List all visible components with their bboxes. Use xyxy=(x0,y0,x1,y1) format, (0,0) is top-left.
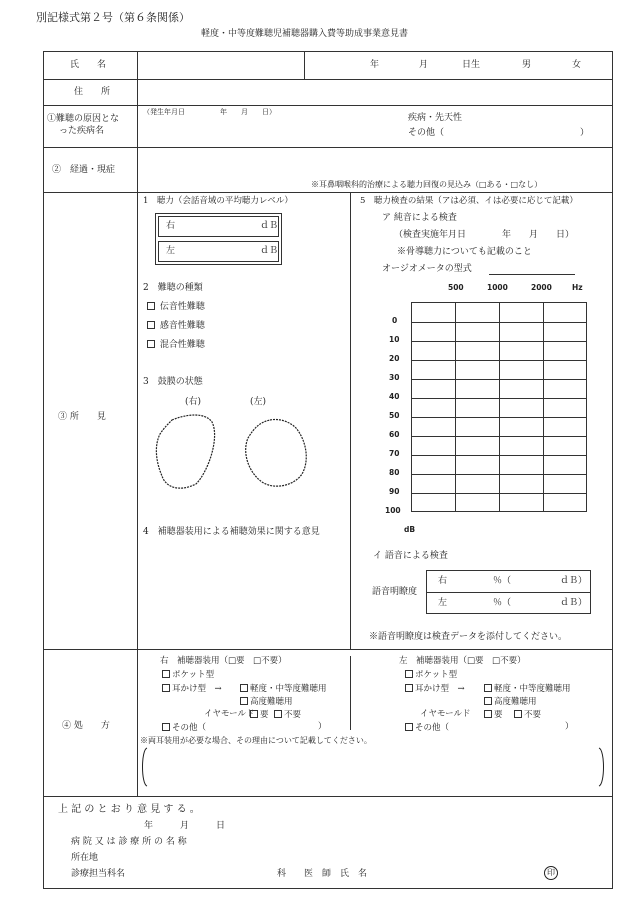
right-pocket-option[interactable]: ポケット型 xyxy=(162,670,214,680)
treatment-divider xyxy=(350,656,351,730)
checkbox-icon[interactable] xyxy=(162,723,170,731)
checkbox-icon[interactable] xyxy=(405,684,413,692)
level-label: 90 xyxy=(389,487,400,496)
left-other-option[interactable]: その他（ xyxy=(405,723,449,733)
level-label: 30 xyxy=(389,373,400,382)
right-hearing-aid-title: 右 補聴器装用（□要 □不要） xyxy=(160,656,287,666)
form-number: 別記様式第２号（第６条関係） xyxy=(36,11,190,24)
level-label: 70 xyxy=(389,449,400,458)
freq-label: 500 xyxy=(448,283,464,292)
audiometer-label: オージオメータの型式 xyxy=(382,264,472,274)
hearing-right-label: 右 xyxy=(166,221,176,231)
right-earmold-no-need-option[interactable]: 不要 xyxy=(274,710,301,720)
location-label: 所在地 xyxy=(71,853,99,863)
checkbox-icon[interactable] xyxy=(162,684,170,692)
speech-clarity-label: 語音明瞭度 xyxy=(372,587,418,597)
hearing-left-unit: ｄＢ xyxy=(260,246,279,256)
grid-line xyxy=(412,455,586,456)
statement-text: 上 記 の と お り 意 見 す る 。 xyxy=(58,804,200,815)
both-ears-note: ※両耳装用が必要な場合、その理由について記載してください。 xyxy=(140,736,372,745)
checkbox-icon[interactable] xyxy=(240,697,248,705)
grid-line xyxy=(412,360,586,361)
checkbox-icon[interactable] xyxy=(484,684,492,692)
bracket-left-icon xyxy=(143,748,148,786)
bone-conduction-note: ※骨導聴力についても記載のこと xyxy=(397,247,532,257)
right-eardrum-outline xyxy=(156,415,214,488)
eardrum-right-label: (右) xyxy=(185,397,202,407)
speech-right-db[interactable]: ｄＢ） xyxy=(560,576,588,586)
left-pocket-option[interactable]: ポケット型 xyxy=(405,670,457,680)
cause-label-cont: った疾病名 xyxy=(59,126,105,136)
audiogram-grid[interactable] xyxy=(411,302,587,512)
disease-other-close: ） xyxy=(580,128,590,138)
left-severe-option[interactable]: 高度難聴用 xyxy=(484,697,537,707)
right-other-option[interactable]: その他（ xyxy=(162,723,206,733)
type-conductive-option[interactable]: 伝音性難聴 xyxy=(147,302,205,312)
name-divider xyxy=(304,51,305,79)
speech-left-percent[interactable]: ％（ xyxy=(493,598,512,608)
type-mixed-option[interactable]: 混合性難聴 xyxy=(147,340,205,350)
hearing-aid-effect-title: 4 補聴器装用による補聴効果に関する意見 xyxy=(143,527,320,537)
hospital-name-label: 病 院 又 は 診 療 所 の 名 称 xyxy=(71,837,187,847)
speech-test-title: イ 語音による検査 xyxy=(373,551,448,561)
hearing-level-title: 1 聴力（会話音域の平均聴力レベル） xyxy=(143,196,293,206)
right-earmold-need-option[interactable]: 要 xyxy=(250,710,269,720)
checkbox-icon[interactable] xyxy=(147,340,155,348)
sex-male-option[interactable]: 男 xyxy=(522,60,532,70)
pure-tone-title: ア 純音による検査 xyxy=(382,213,457,223)
both-ears-reason-field[interactable] xyxy=(139,746,607,788)
eardrum-title: 3 鼓膜の状態 xyxy=(143,377,203,387)
eardrum-diagram xyxy=(150,410,320,495)
hearing-left-label: 左 xyxy=(166,246,176,256)
speech-left-db[interactable]: ｄＢ） xyxy=(560,598,588,608)
row-divider xyxy=(43,796,613,797)
row-divider xyxy=(43,105,613,106)
recovery-prospect-note: ※耳鼻咽喉科的治療による聴力回復の見込み（□ある・□なし） xyxy=(311,180,543,189)
row-divider xyxy=(43,192,613,193)
form-title: 軽度・中等度難聴児補聴器購入費等助成事業意見書 xyxy=(201,29,409,39)
seal-icon: 印 xyxy=(544,866,558,880)
grid-line xyxy=(455,303,456,511)
birth-year-label: 年 xyxy=(370,60,380,70)
history-label: ② 経過・現症 xyxy=(52,165,116,175)
audiometer-field-line[interactable] xyxy=(489,274,575,275)
eardrum-left-label: (左) xyxy=(250,397,267,407)
checkbox-icon[interactable] xyxy=(405,723,413,731)
name-label: 氏 名 xyxy=(70,60,107,70)
speech-left-label: 左 xyxy=(438,598,448,608)
onset-date-field[interactable]: （発生年月日 年 月 日） xyxy=(143,108,276,116)
findings-divider xyxy=(350,192,351,649)
right-other-close: ） xyxy=(318,722,327,732)
speech-right-label: 右 xyxy=(438,576,448,586)
doctor-name-label: 科 医 師 氏 名 xyxy=(277,869,368,879)
bracket-right-icon xyxy=(599,748,604,786)
address-label: 住 所 xyxy=(74,87,111,97)
level-label: 100 xyxy=(385,506,401,515)
level-label: 50 xyxy=(389,411,400,420)
right-ear-hook-option[interactable]: 耳かけ型 → xyxy=(162,684,222,694)
grid-line xyxy=(412,341,586,342)
level-label: 80 xyxy=(389,468,400,477)
exam-date-field[interactable]: （検査実施年月日 年 月 日） xyxy=(394,230,575,240)
freq-unit-label: Hz xyxy=(572,283,583,292)
right-mild-option[interactable]: 軽度・中等度難聴用 xyxy=(240,684,327,694)
grid-line xyxy=(412,493,586,494)
row-divider xyxy=(43,649,613,650)
level-label: 60 xyxy=(389,430,400,439)
right-earmold-label: イヤモールド xyxy=(204,709,255,719)
level-label: 10 xyxy=(389,335,400,344)
level-label: 0 xyxy=(392,316,398,325)
grid-line xyxy=(499,303,500,511)
freq-label: 2000 xyxy=(531,283,552,292)
grid-line xyxy=(412,322,586,323)
speech-clarity-divider xyxy=(426,592,591,593)
speech-right-percent[interactable]: ％（ xyxy=(493,576,512,586)
left-earmold-label: イヤモールド xyxy=(420,709,471,719)
left-other-close: ） xyxy=(565,722,574,732)
disease-other-field[interactable]: その他（ xyxy=(408,128,445,138)
grid-line xyxy=(412,474,586,475)
birth-month-label: 月 xyxy=(419,60,429,70)
hearing-type-title: 2 難聴の種類 xyxy=(143,283,203,293)
right-severe-option[interactable]: 高度難聴用 xyxy=(240,697,293,707)
checkbox-icon[interactable] xyxy=(250,710,258,718)
left-earmold-need-option[interactable]: 要 xyxy=(484,710,503,720)
checkbox-icon[interactable] xyxy=(484,697,492,705)
statement-date-field[interactable]: 年 月 日 xyxy=(144,821,226,831)
checkbox-icon[interactable] xyxy=(405,670,413,678)
type-sensorineural-option[interactable]: 感音性難聴 xyxy=(147,321,205,331)
checkbox-icon[interactable] xyxy=(147,302,155,310)
test-results-title: 5 聴力検査の結果（アは必須、イは必要に応じて記載） xyxy=(360,196,578,206)
row-divider xyxy=(43,147,613,148)
grid-line xyxy=(412,398,586,399)
department-label: 診療担当科名 xyxy=(71,869,126,879)
treatment-label: ④ 処 方 xyxy=(62,721,110,731)
level-label: 40 xyxy=(389,392,400,401)
disease-congenital-label: 疾病・先天性 xyxy=(408,113,463,123)
findings-label: ③ 所 見 xyxy=(58,412,106,422)
sex-female-option[interactable]: 女 xyxy=(572,60,582,70)
left-hearing-aid-title: 左 補聴器装用（□要 □不要） xyxy=(399,656,526,666)
grid-line xyxy=(412,379,586,380)
grid-line xyxy=(412,436,586,437)
checkbox-icon[interactable] xyxy=(514,710,522,718)
label-column-divider xyxy=(137,51,138,796)
grid-line xyxy=(412,417,586,418)
checkbox-icon[interactable] xyxy=(147,321,155,329)
level-unit-label: dB xyxy=(404,525,416,534)
left-ear-hook-option[interactable]: 耳かけ型 → xyxy=(405,684,465,694)
hearing-right-unit: ｄＢ xyxy=(260,221,279,231)
level-label: 20 xyxy=(389,354,400,363)
row-divider xyxy=(43,79,613,80)
birth-day-label: 日生 xyxy=(462,60,481,70)
left-eardrum-outline xyxy=(246,419,307,486)
checkbox-icon[interactable] xyxy=(484,710,492,718)
left-mild-option[interactable]: 軽度・中等度難聴用 xyxy=(484,684,571,694)
freq-label: 1000 xyxy=(487,283,508,292)
checkbox-icon[interactable] xyxy=(274,710,282,718)
left-earmold-no-need-option[interactable]: 不要 xyxy=(514,710,541,720)
cause-label: ①難聴の原因とな xyxy=(47,114,120,124)
attach-data-note: ※語音明瞭度は検査データを添付してください。 xyxy=(369,632,568,642)
checkbox-icon[interactable] xyxy=(240,684,248,692)
checkbox-icon[interactable] xyxy=(162,670,170,678)
grid-line xyxy=(543,303,544,511)
